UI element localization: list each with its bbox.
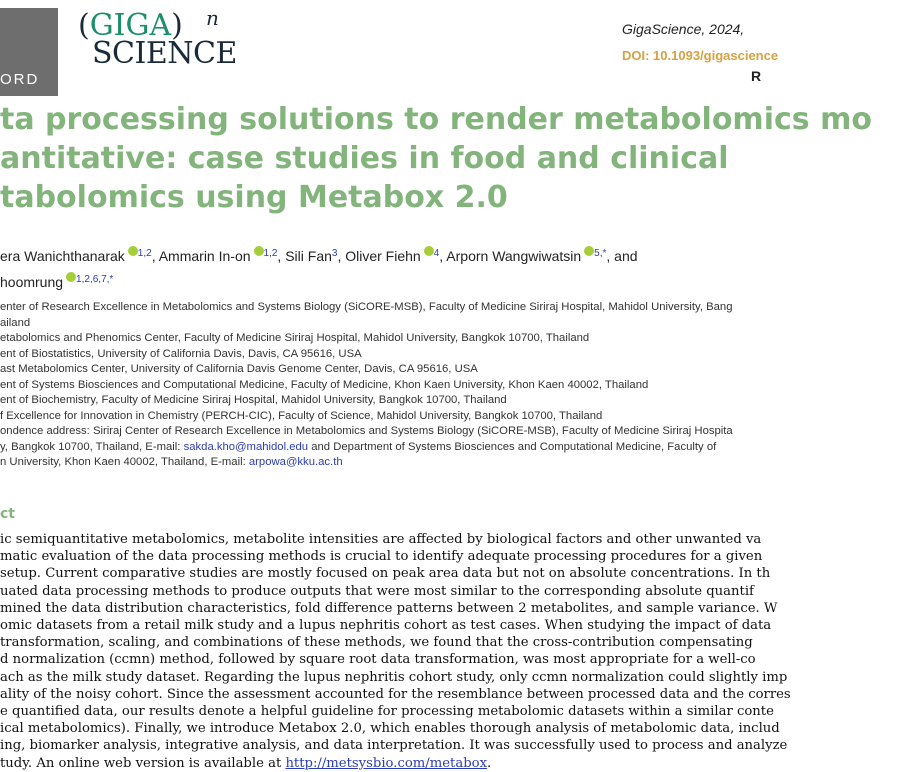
title-line: tabolomics using Metabox 2.0 [0,180,508,215]
doi-link[interactable]: DOI: 10.1093/gigascience [622,48,779,63]
author-name[interactable]: hoomrung [0,274,64,290]
abstract-line: uated data processing methods to produce outputs that were most similar to the corresponding absolute quantif [0,583,754,599]
journal-logo-superscript: n [206,6,219,30]
journal-logo-line1: (GIGA) [78,8,183,43]
orcid-icon[interactable] [254,246,264,256]
email-link[interactable]: sakda.kho@mahidol.edu [183,440,309,453]
affiliation: ent of Biostatistics, University of California Davis, Davis, CA 95616, USA [0,347,362,360]
affiliation: enter of Research Excellence in Metabolomics and Systems Biology (SiCORE-MSB), Faculty of Medicine Siriraj Hospital, Mahidol University, Bang [0,301,733,313]
abstract-line: omic datasets from a retail milk study and a lupus nephritis cohort as test cases. When studying the impact of data [0,618,772,634]
email-link[interactable]: arpowa@kku.ac.th [248,456,343,468]
abstract-heading: ct [0,506,15,522]
abstract-line: mined the data distribution characteristics, fold difference patterns between 2 metabolites, and sample variance. W [0,600,778,616]
journal-logo-line2: SCIENCE [92,36,237,71]
publisher-logo-text: ORD [0,71,40,88]
abstract-line: ic semiquantitative metabolomics, metabolite intensities are affected by biological factors and other unwanted va [0,532,762,547]
title-line: ta processing solutions to render metabolomics mo [0,102,872,137]
author-name[interactable]: Oliver Fiehn [345,248,421,264]
abstract-line: ality of the noisy cohort. Since the assessment accounted for the resemblance between processed data and the corres [0,686,791,702]
abstract-line: e quantified data, our results denote a helpful guideline for processing metabolomic datasets within a similar conte [0,704,774,720]
affiliation: f Excellence for Innovation in Chemistry (PERCH-CIC), Faculty of Science, Mahidol University, Bangkok 10700, Thailand [0,409,603,422]
abstract-line: ing, biomarker analysis, integrative analysis, and data interpretation. It was successfully used to process and analyze [0,738,788,754]
affiliations [0,300,733,471]
abstract-line: matic evaluation of the data processing methods is crucial to identify adequate processing procedures for a given [0,549,763,565]
paper-title [0,100,900,217]
author-name[interactable]: Ammarin In-on [158,248,251,264]
orcid-icon[interactable] [584,246,594,256]
metabox-url-link[interactable]: http://metsysbio.com/metabox [285,755,488,771]
author-name[interactable]: Sili Fan [285,248,332,264]
orcid-icon[interactable] [66,272,76,282]
affiliation-ref[interactable]: 1,2 [137,248,152,259]
correspondence-line: y, Bangkok 10700, Thailand, E-mail: sakda.kho@mahidol.edu and Department of Systems Biosciences and Computational Medicine, Faculty of [0,440,717,453]
affiliation: ent of Biochemistry, Faculty of Medicine Siriraj Hospital, Mahidol University, Bangkok 10700, Thailand [0,394,507,406]
abstract-line: tudy. An online web version is available at http://metsysbio.com/metabox. [0,755,492,771]
author-name[interactable]: era Wanichthanarak [0,248,125,264]
author-name[interactable]: Arporn Wangwiwatsin [446,248,582,264]
affiliation-ref[interactable]: 4 [433,248,440,259]
orcid-icon[interactable] [128,246,138,256]
affiliation: ent of Systems Biosciences and Computational Medicine, Faculty of Medicine, Khon Kaen University, Khon Kaen 40002, Thailand [0,378,649,391]
abstract-line: transformation, scaling, and combinations of these methods, we found that the cross-contribution compensating [0,635,753,651]
affiliation-ref[interactable]: 3 [331,248,338,259]
abstract-line: d normalization (ccmn) method, followed by square root data transformation, was most appropriate for a well-co [0,652,756,668]
affiliation: ailand [0,316,31,329]
author-line [0,268,790,294]
affiliation-ref[interactable]: 5,* [594,248,607,259]
author-list [0,242,790,294]
correspondence-line: n University, Khon Kaen 40002, Thailand, E-mail: arpowa@kku.ac.th [0,456,343,468]
abstract-line: ical metabolomics). Finally, we introduce Metabox 2.0, which enables thorough analysis of metabolomic data, includ [0,721,780,737]
correspondence-line: ondence address: Siriraj Center of Research Excellence in Metabolomics and Systems Biology (SiCORE-MSB), Faculty of Medicine Siriraj Hospita [0,425,733,437]
affiliation: etabolomics and Phenomics Center, Faculty of Medicine Siriraj Hospital, Mahidol University, Bangkok 10700, Thailand [0,332,590,344]
journal-logo [78,6,253,71]
orcid-icon[interactable] [424,246,434,256]
journal-citation: GigaScience, 2024, [622,21,745,37]
title-line: antitative: case studies in food and clinical [0,141,729,176]
affiliation: ast Metabolomics Center, University of California Davis Genome Center, Davis, CA 95616, USA [0,363,478,375]
affiliation-ref[interactable]: 1,2 [263,248,278,259]
abstract-line: ach as the milk study dataset. Regarding the lupus nephritis cohort study, only ccmn normalization could slightly imp [0,669,788,685]
abstract-body [0,531,791,772]
publisher-logo [0,8,58,96]
author-line: era Wanichthanarak $^{1,2}$, Ammarin In-on $^{1,2}$, Sili Fan$^3$, Oliver Fiehn $^4$, Arporn Wangwiwatsin $^{5,*}$, and [0,248,638,264]
header-fragment: R [751,68,762,84]
abstract-line: setup. Current comparative studies are mostly focused on peak area data but not on absolute concentrations. In th [0,566,771,582]
affiliation-ref[interactable]: 1,2,6,7,* [76,274,114,285]
